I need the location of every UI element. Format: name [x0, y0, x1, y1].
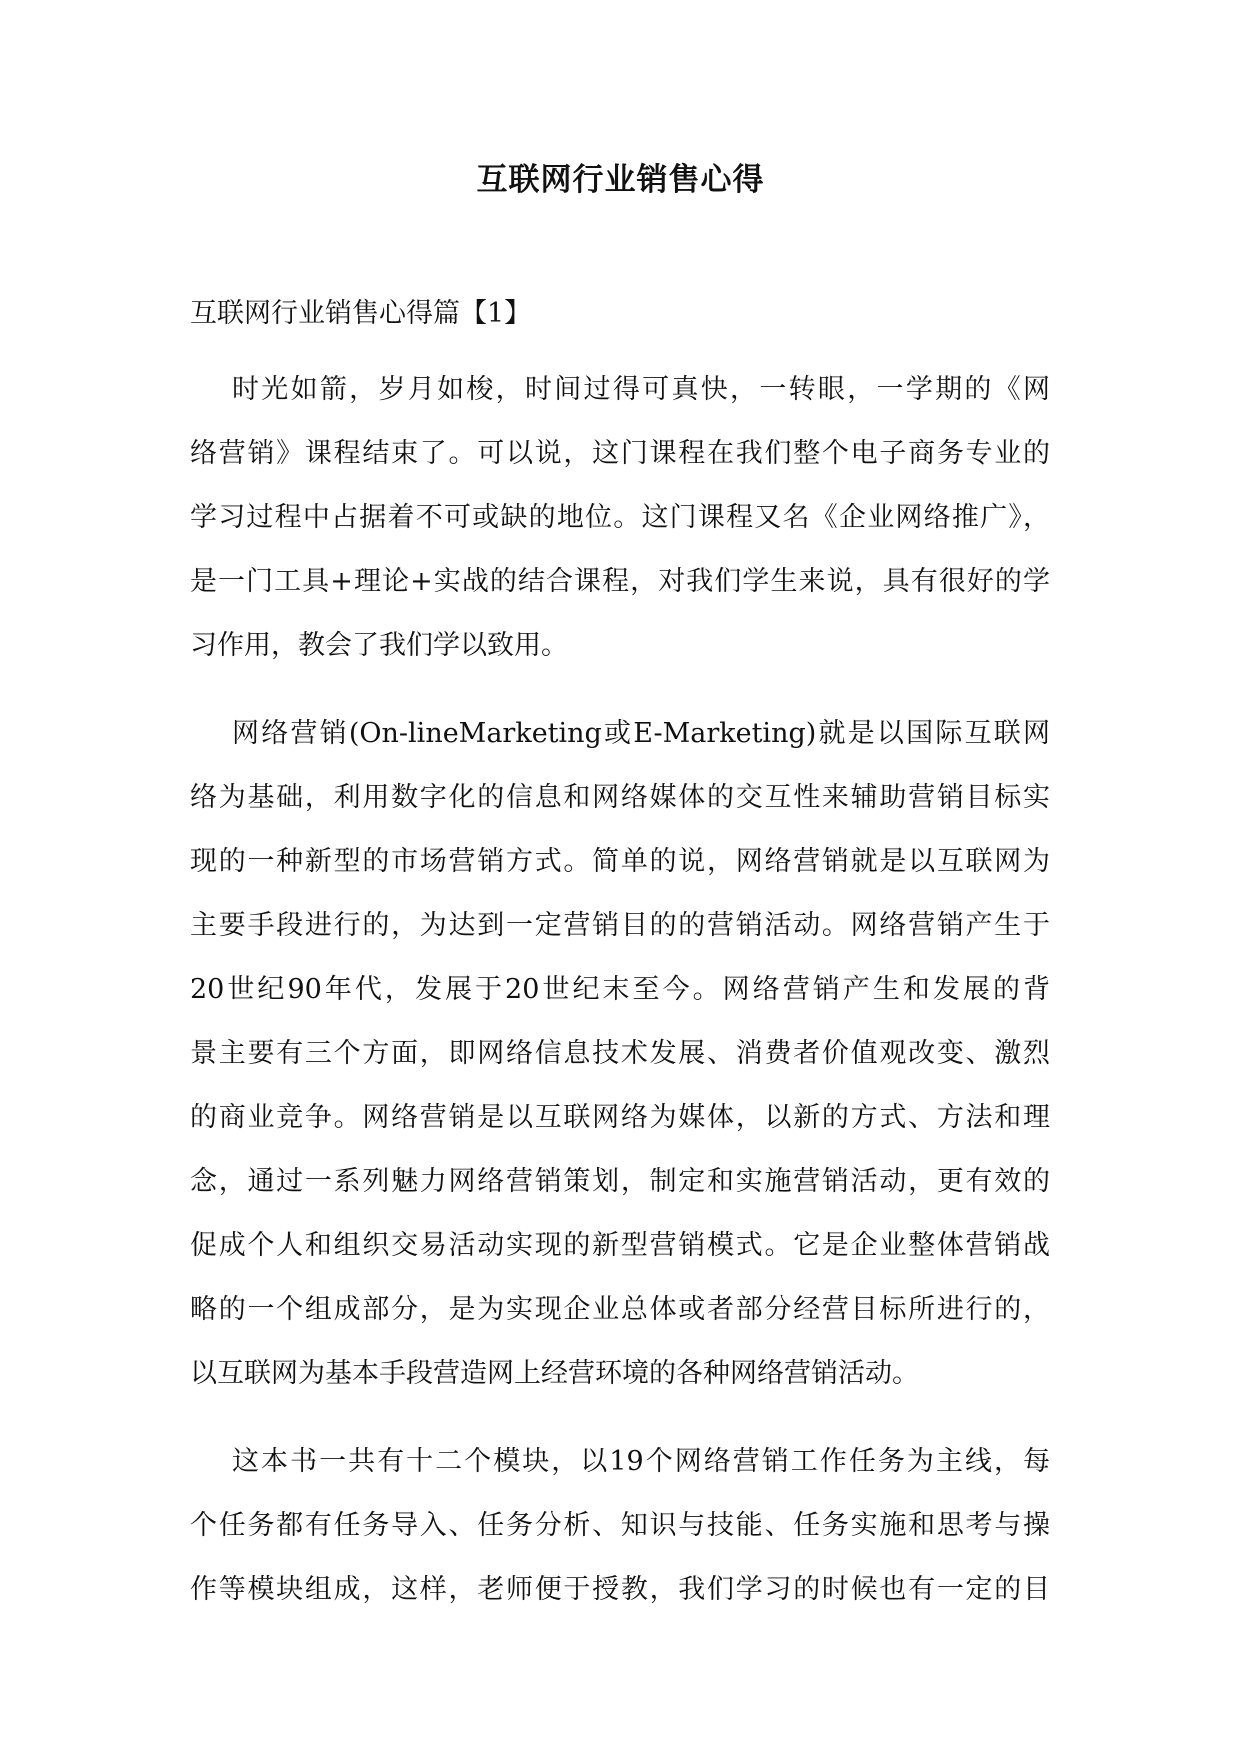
paragraph-line: 络营销》课程结束了。可以说，这门课程在我们整个电子商务专业的 [190, 438, 1050, 469]
paragraph-line: 作等模块组成，这样，老师便于授教，我们学习的时候也有一定的目 [190, 1574, 1050, 1605]
paragraph-line: 主要手段进行的，为达到一定营销目的的营销活动。网络营销产生于 [190, 910, 1050, 941]
paragraph-line: 网络营销(On-lineMarketing或E-Marketing)就是以国际互联网 [232, 718, 1050, 749]
paragraph-line: 这本书一共有十二个模块，以19个网络营销工作任务为主线，每 [232, 1446, 1050, 1477]
document-body [190, 294, 1050, 1622]
section-heading: 互联网行业销售心得篇【1】 [190, 298, 532, 329]
paragraph-line: 个任务都有任务导入、任务分析、知识与技能、任务实施和思考与操 [190, 1510, 1050, 1541]
paragraph [190, 1430, 1050, 1622]
paragraph-line: 习作用，教会了我们学以致用。 [190, 630, 568, 661]
paragraph-line: 略的一个组成部分，是为实现企业总体或者部分经营目标所进行的， [190, 1294, 1050, 1325]
paragraph-line: 的商业竞争。网络营销是以互联网络为媒体，以新的方式、方法和理 [190, 1102, 1050, 1133]
paragraph-line: 念，通过一系列魅力网络营销策划，制定和实施营销活动，更有效的 [190, 1166, 1050, 1197]
paragraph-line: 景主要有三个方面，即网络信息技术发展、消费者价值观改变、激烈 [190, 1038, 1050, 1069]
paragraph-line: 现的一种新型的市场营销方式。简单的说，网络营销就是以互联网为 [190, 846, 1050, 877]
paragraph-line: 是一门工具+理论+实战的结合课程，对我们学生来说，具有很好的学 [190, 566, 1050, 597]
paragraph-line: 以互联网为基本手段营造网上经营环境的各种网络营销活动。 [190, 1358, 919, 1389]
paragraph-list [190, 358, 1050, 1622]
paragraph-line: 时光如箭，岁月如梭，时间过得可真快，一转眼，一学期的《网 [232, 374, 1050, 405]
paragraph [190, 358, 1050, 678]
paragraph-line: 络为基础，利用数字化的信息和网络媒体的交互性来辅助营销目标实 [190, 782, 1050, 813]
paragraph-line: 促成个人和组织交易活动实现的新型营销模式。它是企业整体营销战 [190, 1230, 1050, 1261]
paragraph [190, 702, 1050, 1406]
paragraph-line: 学习过程中占据着不可或缺的地位。这门课程又名《企业网络推广》， [190, 502, 1050, 533]
document-title: 互联网行业销售心得 [476, 162, 765, 198]
paragraph-line: 20世纪90年代，发展于20世纪末至今。网络营销产生和发展的背 [190, 974, 1050, 1005]
